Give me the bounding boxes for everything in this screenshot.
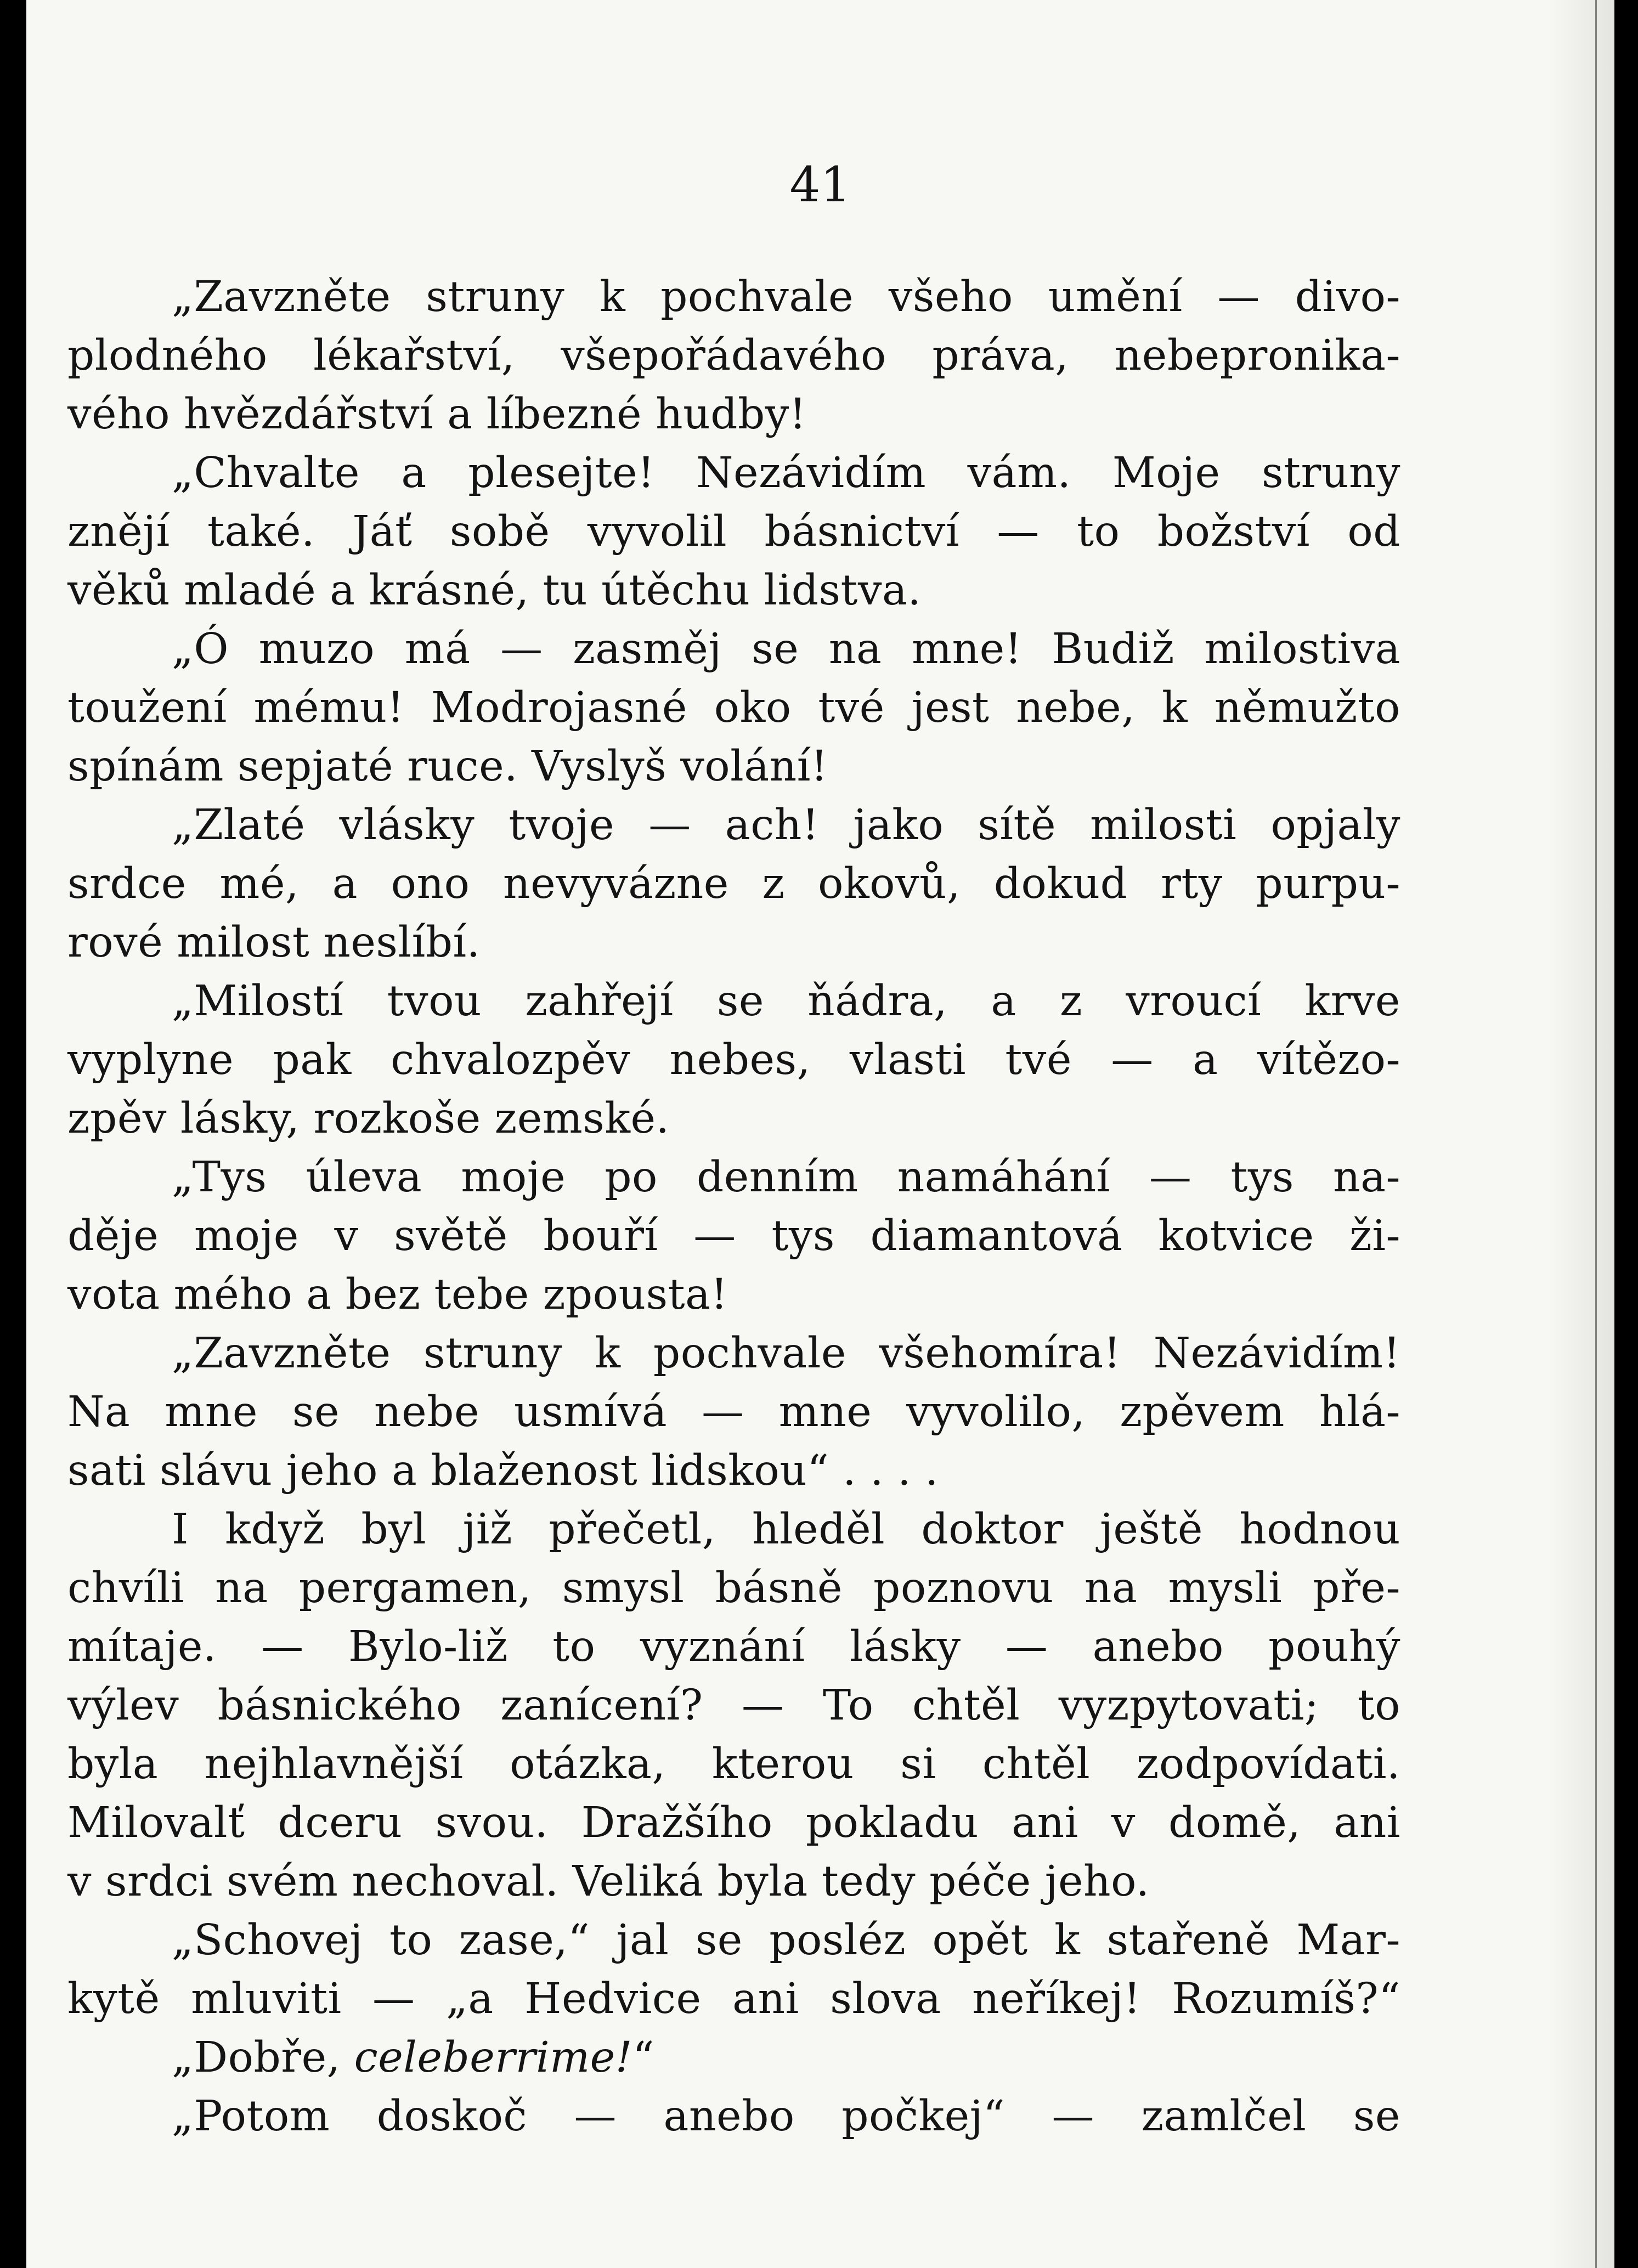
text-line: „Chvalte a plesejte! Nezávidím vám. Moje struny: [172, 449, 1400, 497]
text-line: „Milostí tvou zahřejí se ňádra, a z vroucí krve: [172, 977, 1400, 1026]
text-run: „Dobře,: [172, 2033, 354, 2082]
page-text: [67, 268, 1400, 2146]
text-line: v srdci svém nechoval. Veliká byla tedy péče jeho.: [67, 1857, 1150, 1906]
text-line: „Tys úleva moje po denním namáhání — tys na-: [172, 1153, 1400, 1202]
text-line: „Ó muzo má — zasměj se na mne! Budiž milostiva: [172, 625, 1400, 674]
page-number: 41: [789, 156, 851, 213]
text-line: vého hvězdářství a líbezné hudby!: [67, 390, 807, 439]
italic-text-run: celeberrime!: [354, 2033, 633, 2082]
text-line: Milovalť dceru svou. Dražšího pokladu ani v domě, ani: [67, 1798, 1400, 1847]
text-line: spínám sepjaté ruce. Vyslyš volání!: [67, 742, 828, 791]
text-line: „Potom doskoč — anebo počkej“ — zamlčel se: [172, 2092, 1400, 2141]
text-line: kytě mluviti — „a Hedvice ani slova neříkej! Rozumíš?“: [67, 1975, 1400, 2023]
text-line: věků mladé a krásné, tu útěchu lidstva.: [67, 566, 922, 615]
text-line: děje moje v světě bouří — tys diamantová kotvice ži-: [67, 1212, 1400, 1260]
text-line: byla nejhlavnější otázka, kterou si chtěl zodpovídati.: [67, 1740, 1400, 1789]
text-line: „Schovej to zase,“ jal se posléz opět k stařeně Mar-: [172, 1916, 1400, 1965]
text-line: výlev básnického zanícení? — To chtěl vyzpytovati; to: [67, 1681, 1400, 1730]
text-line: „Zavzněte struny k pochvale všehomíra! Nezávidím!: [172, 1329, 1400, 1378]
text-line: mítaje. — Bylo-liž to vyznání lásky — anebo pouhý: [67, 1622, 1400, 1671]
closing-quote: “: [632, 2033, 654, 2082]
text-line: I když byl již přečetl, hleděl doktor ještě hodnou: [172, 1505, 1400, 1554]
text-line: „Zavzněte struny k pochvale všeho umění — divo-: [172, 273, 1400, 321]
text-line: srdce mé, a ono nevyvázne z okovů, dokud rty purpu-: [67, 859, 1400, 908]
text-line: Na mne se nebe usmívá — mne vyvolilo, zpěvem hlá-: [67, 1388, 1400, 1436]
text-line: plodného lékařství, všepořádavého práva, nebepronika-: [67, 331, 1400, 380]
page-border-line: [1595, 0, 1597, 2268]
text-line: rové milost neslíbí.: [67, 918, 481, 967]
text-line-mixed: [67, 2028, 1400, 2087]
text-line: vota mého a bez tebe zpousta!: [67, 1270, 728, 1319]
book-page: [26, 0, 1614, 2268]
text-line: toužení mému! Modrojasné oko tvé jest nebe, k němužto: [67, 683, 1400, 732]
page-edge-shadow: [1549, 0, 1614, 2268]
text-line: sati slávu jeho a blaženost lidskou“ . . . .: [67, 1446, 939, 1495]
text-line: vyplyne pak chvalozpěv nebes, vlasti tvé — a vítězo-: [67, 1036, 1400, 1084]
text-line: zpěv lásky, rozkoše zemské.: [67, 1094, 670, 1143]
text-line: znějí také. Jáť sobě vyvolil básnictví — to božství od: [67, 507, 1400, 556]
text-line: „Zlaté vlásky tvoje — ach! jako sítě milosti opjaly: [172, 801, 1400, 850]
text-line: chvíli na pergamen, smysl básně poznovu na mysli pře-: [67, 1564, 1400, 1613]
